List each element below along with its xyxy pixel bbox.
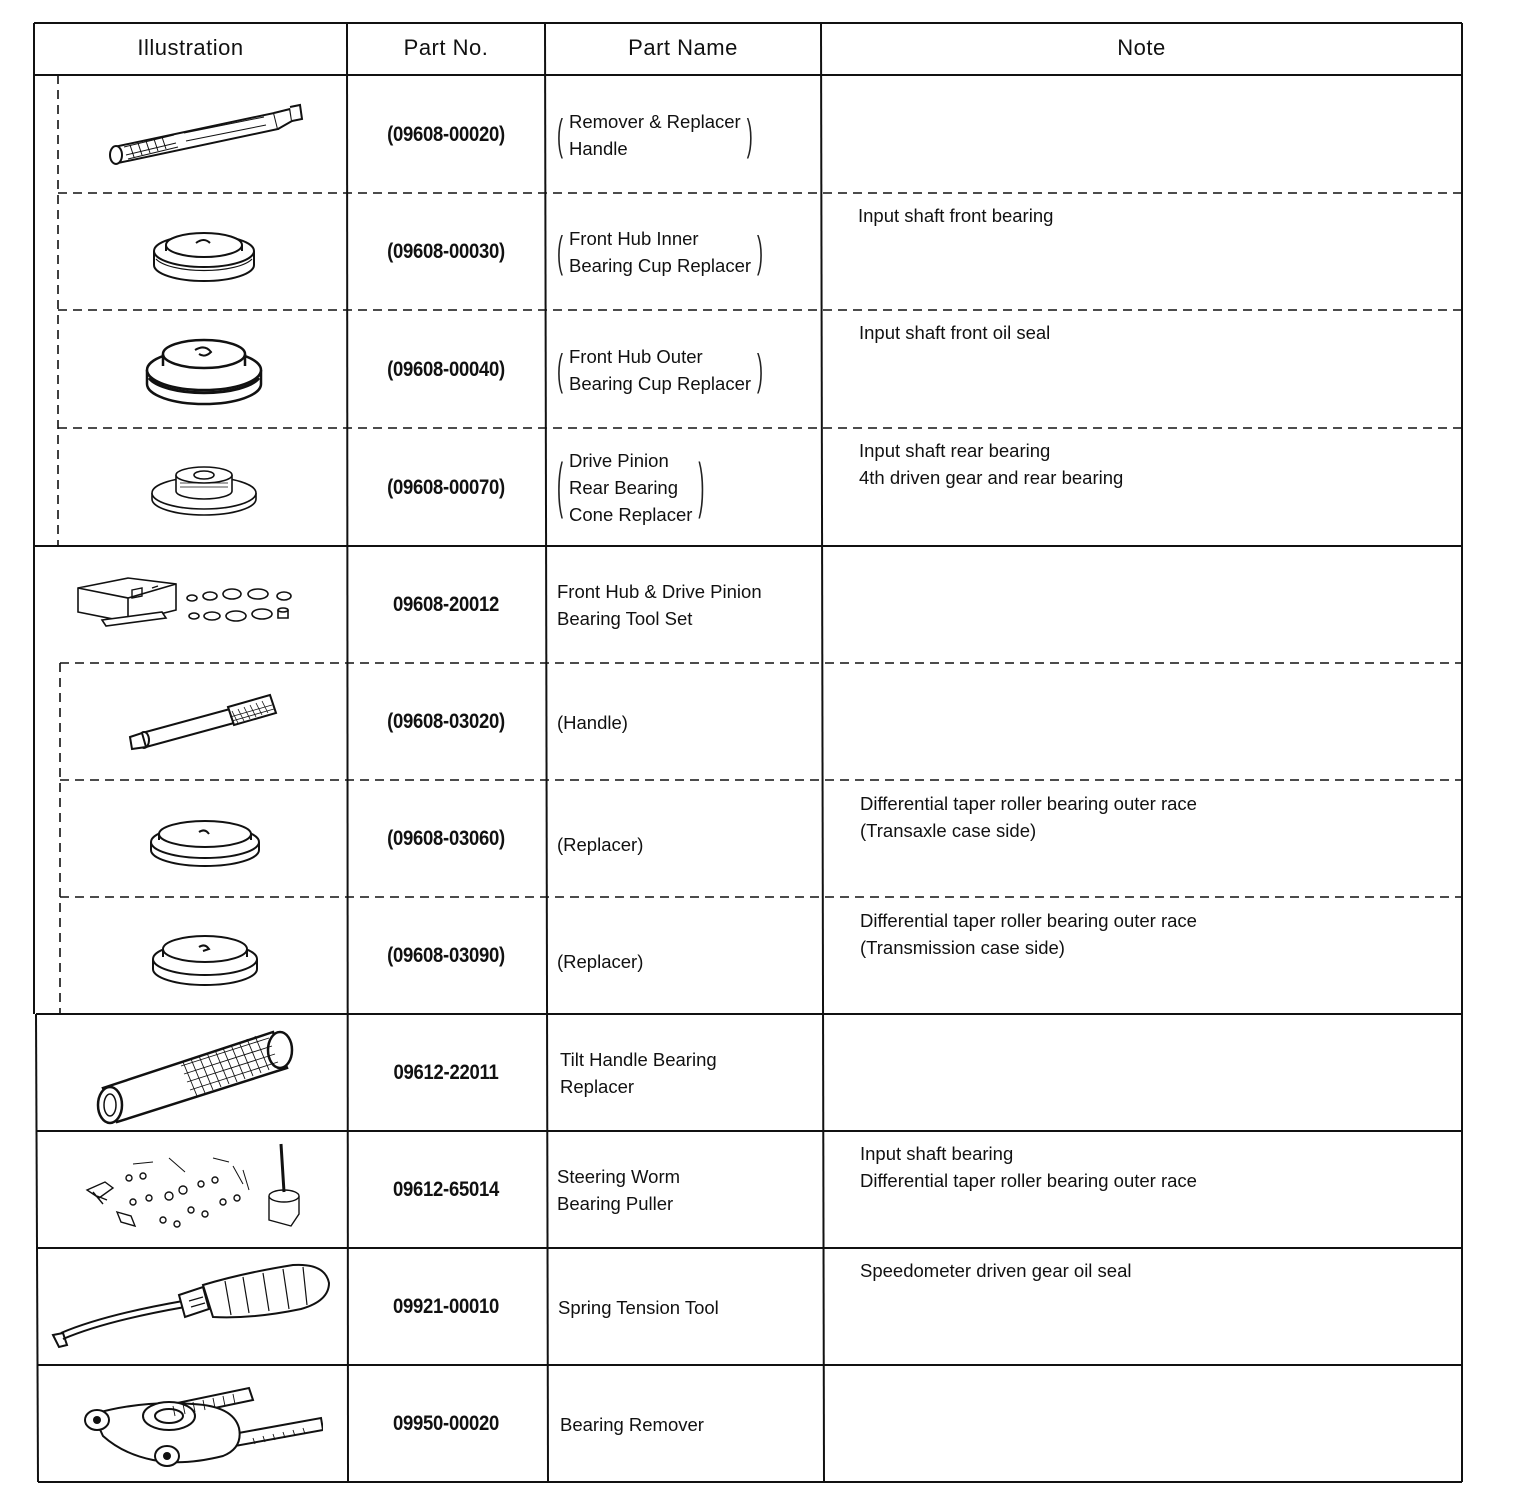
part-name-line: Bearing Cup Replacer [569,372,752,394]
part-no: (09608-00020) [387,123,505,146]
note-line: Differential taper roller bearing outer race [860,793,1197,814]
part-name-line: Steering Worm [557,1166,681,1187]
part-name-line: Bearing Tool Set [557,608,693,629]
part-name-line: Spring Tension Tool [558,1296,719,1318]
part-name-line: Bearing Cup Replacer [569,255,752,276]
part-no: (09608-00040) [387,357,505,381]
part-no: 09608-20012 [392,593,500,616]
spring-tension-tool-icon [38,1249,347,1365]
part-name [545,1132,833,1248]
remover-replacer-handle-icon [60,77,347,193]
part-name-line: Replacer [560,1076,635,1097]
part-name-line: Front Hub Outer [569,345,703,367]
note [859,319,1050,346]
part-name [546,1249,834,1365]
header-part-no: Part No. [403,35,489,60]
part-name [545,547,833,663]
part-name: ( Front Hub Outer Bearing Cup Replacer ) [557,344,764,394]
part-no: 09612-22011 [393,1061,499,1084]
note-line: Input shaft front oil seal [859,322,1051,343]
part-name [545,898,821,1014]
part-no: (09608-00070) [387,475,505,499]
part-name: ( Remover & Replacer Handle ) [557,109,753,159]
part-no: (09608-00030) [387,240,505,263]
note-line: Differential taper roller bearing outer race [860,910,1197,931]
part-no: (09608-03020) [387,710,505,733]
part-no: 09950-00020 [392,1412,500,1435]
part-no: 09612-65014 [392,1178,500,1201]
header-illustration: Illustration [137,35,244,60]
note [859,437,1123,491]
part-no: (09608-03090) [387,944,505,967]
cone-replacer-icon [60,429,347,546]
note-line: Speedometer driven gear oil seal [860,1260,1132,1281]
part-no: (09608-03060) [387,827,505,850]
note [860,907,1197,961]
part-name [548,1366,836,1482]
replacer-disc-icon [62,781,347,897]
knurled-tube-icon [38,1015,347,1131]
note [860,1140,1197,1194]
part-name: ( Front Hub Inner Bearing Cup Replacer ) [557,226,764,276]
note-line: Input shaft bearing [860,1143,1014,1164]
part-name-line: Cone Replacer [569,504,693,525]
part-name-line: Bearing Remover [560,1413,704,1435]
handle-icon [62,664,347,780]
bearing-cup-replacer-small-icon [60,194,347,310]
puller-kit-icon [38,1132,347,1248]
note [860,790,1197,844]
part-name-line: (Replacer) [557,950,644,972]
note-line: Input shaft rear bearing [859,440,1051,461]
part-name-line: Bearing Puller [557,1193,674,1214]
part-name-line: Front Hub & Drive Pinion [557,581,762,602]
part-name-line: Rear Bearing [569,477,679,498]
part-name [545,781,821,897]
part-no: 09921-00010 [392,1295,500,1318]
part-name-line: Front Hub Inner [569,228,699,249]
part-name-line: Tilt Handle Bearing [560,1049,717,1070]
header-part-name: Part Name [628,35,738,60]
part-name [545,664,833,780]
bearing-tool-set-icon [36,547,347,663]
note-line: (Transaxle case side) [860,820,1037,841]
part-name-line: (Replacer) [557,833,644,855]
note-line: (Transmission case side) [860,937,1065,958]
part-name-line: Drive Pinion [569,450,669,471]
note [858,202,1053,229]
note [860,1257,1132,1284]
bearing-remover-icon [38,1366,347,1482]
bearing-cup-replacer-large-icon [60,311,347,428]
part-name-line: Remover & Replacer [569,111,741,132]
replacer-disc-icon [62,898,347,1014]
note-line: Input shaft front bearing [858,205,1054,226]
note-line: 4th driven gear and rear bearing [859,467,1124,488]
part-name [548,1015,836,1131]
part-name: ( Drive Pinion Rear Bearing Cone Replacer ) [557,450,705,525]
note-line: Differential taper roller bearing outer race [860,1170,1197,1191]
part-name-line: (Handle) [557,711,628,733]
header-note: Note [1117,35,1166,60]
part-name-line: Handle [569,138,628,159]
